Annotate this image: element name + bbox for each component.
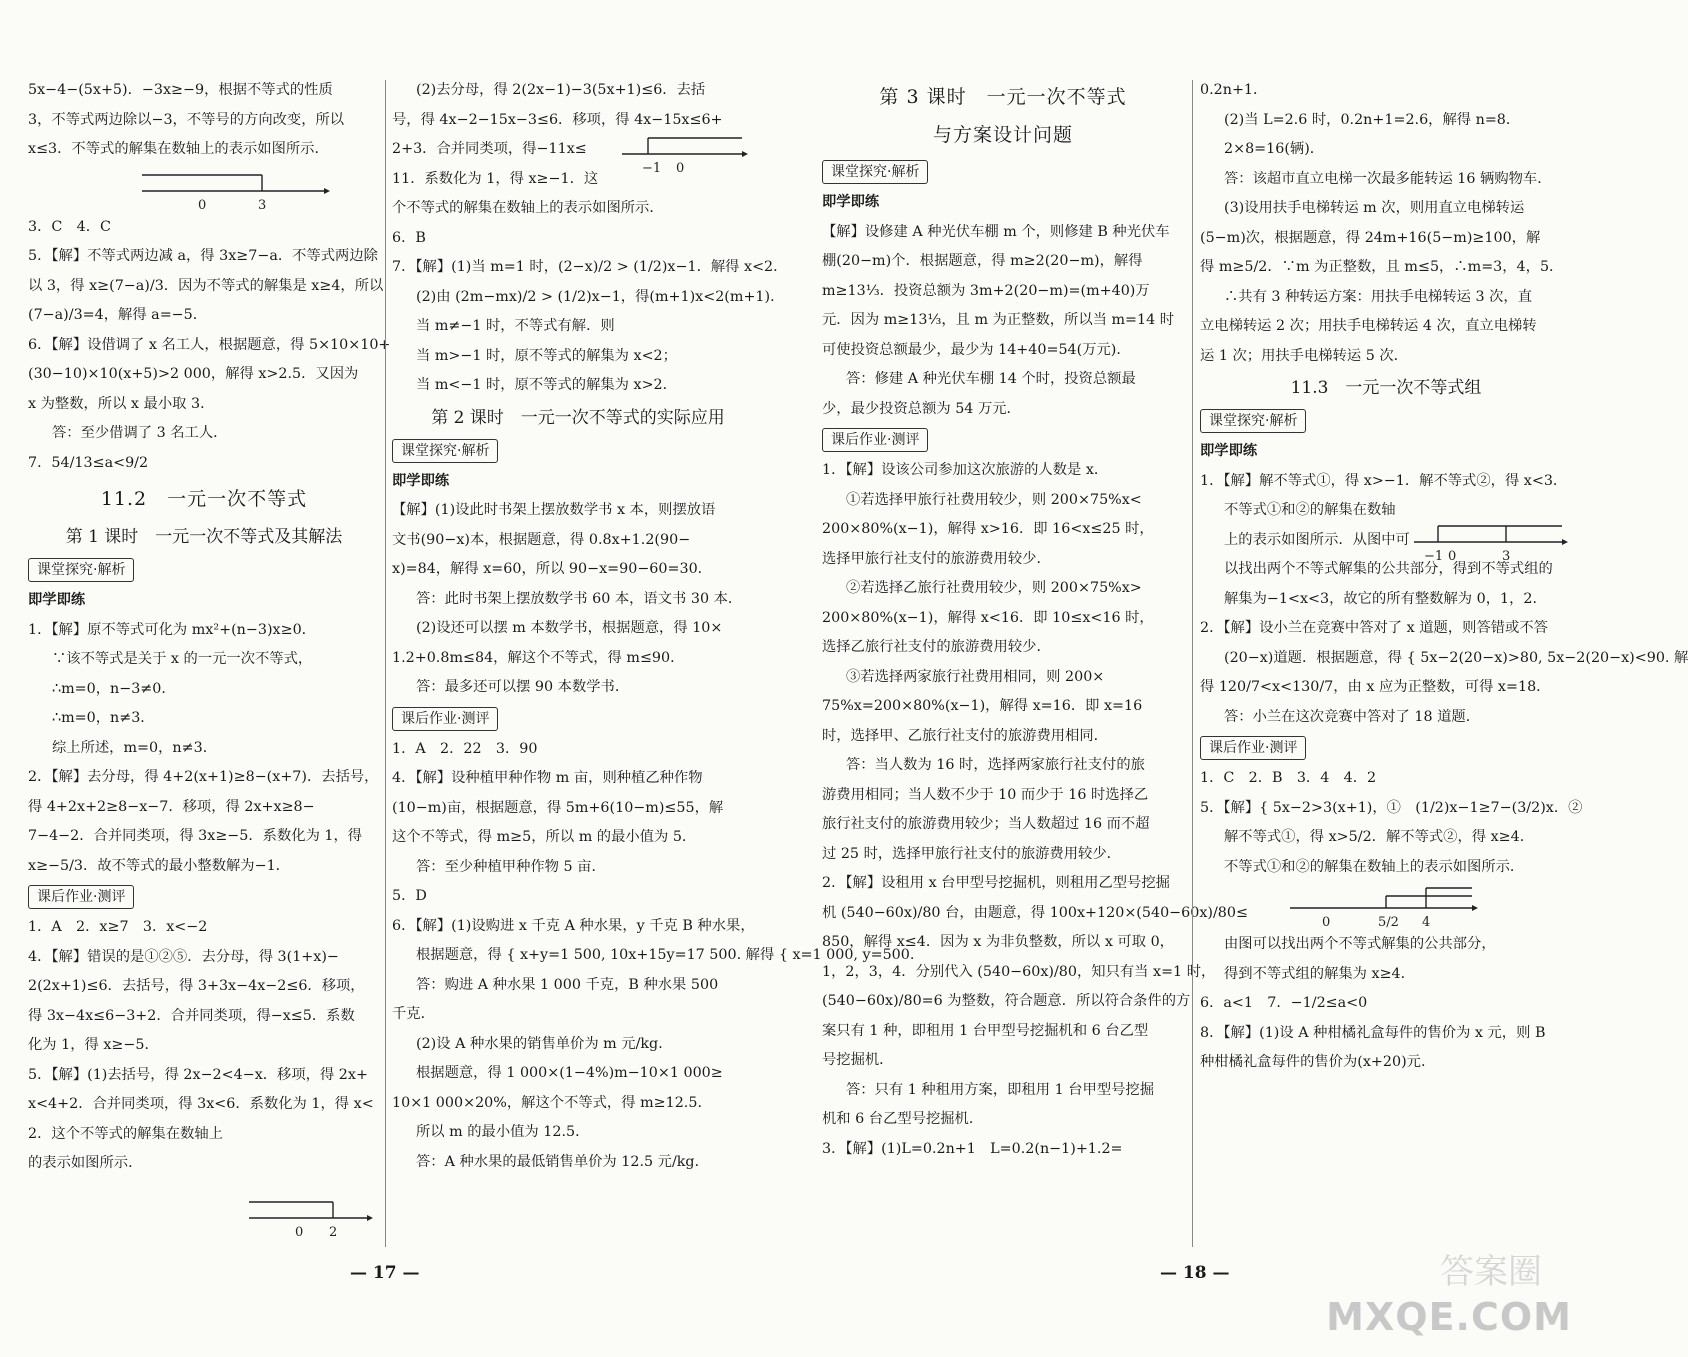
text-line: 得 3x−4x≤6−3+2．合并同类项，得−x≤5．系数 [28,1007,355,1024]
text-line: 200×80%(x−1)，解得 x>16．即 16<x≤25 时， [822,521,1154,537]
text-line: 答：此时书架上摆放数学书 60 本，语文书 30 本． [416,590,743,607]
column-1 [28,76,391,1179]
section-tag: 课后作业·测评 [822,428,928,452]
text-line: 6．【解】设借调了 x 名工人，根据题意，得 5×10×10+ [28,336,391,353]
lesson-heading: 第 2 课时 一元一次不等式的实际应用 [431,407,725,428]
text-line: 得 4+2x+2≥8−x−7．移项，得 2x+x≥8− [28,798,315,815]
section-tag-row [822,424,1184,456]
section-tag: 课堂探究·解析 [822,160,928,184]
section-tag-row [1200,405,1572,437]
number-line-x-ge-neg1 [618,130,748,178]
text-line: ∴共有 3 种转运方案：用扶手电梯转运 3 次，直 [1224,288,1533,305]
text-line: 的表示如图所示． [28,1155,143,1171]
text-line: x)=84，解得 x=60，所以 90−x=90−60=30． [392,561,712,577]
section-tag-row [822,156,1184,188]
text-line: (3)设用扶手电梯转运 m 次，则用直立电梯转运 [1224,200,1525,216]
number-line [1200,886,1572,930]
text-line: 答：修建 A 种光伏车棚 14 个时，投资总额最 [846,371,1136,387]
section-heading: 与方案设计问题 [932,124,1073,146]
text-line: 选择乙旅行社支付的旅游费用较少． [822,639,1051,655]
tick-label: 4 [1422,915,1431,930]
text-line: (2)由 (2m−mx)/2 > (1/2)x−1，得(m+1)x<2(m+1)． [416,288,785,305]
text-line: 5x−4−(5x+5)．−3x≥−9，根据不等式的性质 [28,82,333,98]
number-line-x-lt-2 [245,1196,375,1242]
text-line: 答：最多还可以摆 90 本数学书． [416,679,630,695]
text-line: 由图可以找出两个不等式解集的公共部分， [1224,936,1496,952]
column-3 [822,76,1248,1164]
lesson-heading: 第 1 课时 一元一次不等式及其解法 [65,527,343,547]
tick-label: −1 [1424,549,1444,564]
tick-label: 3 [1502,549,1511,564]
text-line: 根据题意，得 { x+y=1 500, 10x+15y=17 500. 解得 { x=1 000, y=500. [416,947,915,963]
text-line: x 为整数，所以 x 最小取 3． [28,395,215,412]
number-line [28,169,380,213]
text-line: ∵该不等式是关于 x 的一元一次不等式， [52,651,313,667]
text-line: (540−60x)/80=6 为整数，符合题意．所以符合条件的方 [822,993,1191,1009]
page-number-17: — 17 — [350,1263,420,1283]
text-line: 元．因为 m≥13⅓，且 m 为正整数，所以当 m=14 时 [822,312,1175,328]
text-line: 答：该超市直立电梯一次最多能转运 16 辆购物车． [1224,170,1552,187]
text-line: 7−4−2．合并同类项，得 3x≥−5．系数化为 1，得 [28,828,363,844]
text-line: 以找出两个不等式解集的公共部分，得到不等式组的 [1224,561,1553,577]
text-line: 棚(20−m)个．根据题意，得 m≥2(20−m)，解得 [822,253,1143,269]
text-line: (2)当 L=2.6 时，0.2n+1=2.6，解得 n=8． [1224,111,1521,128]
text-line: 答：至少种植甲种作物 5 亩． [416,858,606,875]
text-line: 5．【解】{ 5x−2>3(x+1)，① (1/2)x−1≥7−(3/2)x．② [1200,799,1583,816]
text-line: 7．54/13≤a<9/2 [28,454,149,471]
text-line: 号挖掘机． [822,1052,894,1068]
text-line: 选择甲旅行社支付的旅游费用较少． [822,550,1051,567]
text-line: 解集为−1<x<3，故它的所有整数解为 0，1，2． [1224,590,1547,607]
subheading: 即学即练 [822,194,880,210]
text-line: 200×80%(x−1)，解得 x<16．即 10≤x<16 时， [822,609,1154,626]
text-line: 游费用相同；当人数不少于 10 而少于 16 时选择乙 [822,786,1149,803]
text-line: 75%x=200×80%(x−1)，解得 x=16．即 x=16 [822,698,1143,714]
text-line: (20−x)道题．根据题意，得 { 5x−2(20−x)>80, 5x−2(20−x)<90. 解 [1224,649,1688,666]
text-line: 1．【解】原不等式可化为 mx²+(n−3)x≥0． [28,621,316,638]
text-line: 号，得 4x−2−15x−3≤6．移项，得 4x−15x≤6+ [392,111,723,128]
subheading: 即学即练 [1200,443,1258,459]
text-line: 所以 m 的最小值为 12.5． [416,1124,590,1140]
text-line: 0.2n+1． [1200,82,1268,98]
text-line: 千克． [392,1006,435,1022]
section-tag-row [28,881,380,913]
text-line: 850，解得 x≤4．因为 x 为非负整数，所以 x 可取 0， [822,934,1174,950]
column-divider [1192,80,1193,1247]
text-line: 这个不等式，得 m≥5，所以 m 的最小值为 5． [392,829,697,845]
text-line: 3．【解】(1)L=0.2n+1 L=0.2(n−1)+1.2= [822,1140,1123,1157]
text-line: 解不等式①，得 x>5/2．解不等式②，得 x≥4． [1224,829,1535,845]
text-line: 1．A 2．22 3．90 [392,740,538,757]
text-line: 2．这个不等式的解集在数轴上 [28,1125,223,1142]
text-line: 答：至少借调了 3 名工人． [52,425,228,441]
text-line: 过 25 时，选择甲旅行社支付的旅游费用较少． [822,845,1121,862]
tick-label: 5/2 [1378,915,1399,930]
text-line: 可使投资总额最少，最少为 14+40=54(万元)． [822,341,1131,358]
text-line: 机和 6 台乙型号挖掘机． [822,1111,984,1127]
text-line: 【解】设修建 A 种光伏车棚 m 个，则修建 B 种光伏车 [822,223,1170,240]
text-line: (2)去分母，得 2(2x−1)−3(5x+1)≤6．去括 [416,82,706,98]
tick-label: 0 [676,161,685,176]
page-number-18: — 18 — [1160,1263,1230,1283]
lesson-heading: 11.3 一元一次不等式组 [1290,378,1482,398]
tick-label: 0 [1448,549,1457,564]
text-line: 1.2+0.8m≤84，解这个不等式，得 m≤90． [392,649,685,666]
text-line: m≥13⅓．投资总额为 3m+2(20−m)=(m+40)万 [822,282,1150,299]
text-line: 11．系数化为 1，得 x≥−1．这 [392,170,599,187]
watermark-text: MXQE.COM [1326,1295,1572,1339]
section-tag: 课后作业·测评 [392,707,498,731]
section-tag-row [28,554,380,586]
text-line: ①若选择甲旅行社费用较少，则 200×75%x< [846,491,1142,508]
section-tag: 课堂探究·解析 [28,558,134,582]
subheading: 即学即练 [28,592,86,608]
text-line: x≥−5/3．故不等式的最小整数解为−1． [28,857,290,874]
column-divider [385,80,386,1247]
text-line: 化为 1，得 x≥−5． [28,1037,159,1053]
text-line: (2)设还可以摆 m 本数学书，根据题意，得 10× [416,620,723,636]
text-line: 1．A 2．x≥7 3．x<−2 [28,919,208,935]
section-heading: 第 3 课时 一元一次不等式 [879,86,1127,108]
text-line: ∴m=0，n−3≠0． [52,680,176,697]
section-tag: 课后作业·测评 [1200,736,1306,760]
text-line: 旅行社支付的旅游费用较少；当人数超过 16 而不超 [822,816,1150,832]
section-tag-row [392,703,764,735]
text-line: 答：A 种水果的最低销售单价为 12.5 元/kg． [416,1153,709,1170]
section-heading: 11.2 一元一次不等式 [100,488,308,510]
text-line: 6．【解】(1)设购进 x 千克 A 种水果，y 千克 B 种水果， [392,917,755,934]
section-tag: 课后作业·测评 [28,885,134,909]
text-line: 3．C 4．C [28,218,111,235]
number-line-neg1-to-3 [1410,518,1570,564]
text-line: 5．D [392,888,427,904]
text-line: 5．【解】(1)去括号，得 2x−2<4−x．移项，得 2x+ [28,1066,368,1083]
text-line: 答：购进 A 种水果 1 000 千克，B 种水果 500 [416,976,719,993]
text-line: x<4+2．合并同类项，得 3x<6．系数化为 1，得 x< [28,1096,374,1112]
section-tag: 课堂探究·解析 [392,439,498,463]
text-line: 个不等式的解集在数轴上的表示如图所示． [392,200,664,216]
text-line: 3，不等式两边除以−3，不等号的方向改变，所以 [28,111,345,128]
text-line: 2+3．合并同类项，得−11x≤ [392,141,587,157]
text-line: 4．【解】设种植甲种作物 m 亩，则种植乙种作物 [392,770,703,786]
text-line: 2．【解】设小兰在竞赛中答对了 x 道题，则答错或不答 [1200,620,1548,636]
text-line: 根据题意，得 1 000×(1−4%)m−10×1 000≥ [416,1065,723,1081]
tick-label: 0 [295,1225,304,1240]
text-line: ②若选择乙旅行社费用较少，则 200×75%x> [846,580,1142,596]
text-line: x≤3．不等式的解集在数轴上的表示如图所示． [28,141,329,157]
text-line: 10×1 000×20%，解这个不等式，得 m≥12.5． [392,1094,712,1111]
text-line: 4．【解】错误的是①②⑤．去分母，得 3(1+x)− [28,948,339,965]
text-line: 1．【解】设该公司参加这次旅游的人数是 x． [822,462,1109,478]
text-line: 2．【解】设租用 x 台甲型号挖掘机，则租用乙型号挖掘 [822,875,1170,891]
text-line: 得到不等式组的解集为 x≥4． [1224,965,1415,982]
text-line: ③若选择两家旅行社费用相同，则 200× [846,668,1105,685]
text-line: 6．B [392,229,426,246]
text-line: (10−m)亩，根据题意，得 5m+6(10−m)≤55，解 [392,799,724,816]
text-line: 案只有 1 种，即租用 1 台甲型号挖掘机和 6 台乙型 [822,1022,1149,1039]
section-tag-row [392,435,764,467]
text-line: (5−m)次，根据题意，得 24m+16(5−m)≥100，解 [1200,229,1541,246]
text-line: 当 m≠−1 时，不等式有解．则 [416,318,615,334]
text-line: 种柑橘礼盒每件的售价为(x+20)元． [1200,1054,1436,1070]
text-line: (2)设 A 种水果的销售单价为 m 元/kg． [416,1035,673,1052]
tick-label: 3 [258,197,267,213]
text-line: 不等式①和②的解集在数轴上的表示如图所示． [1224,858,1525,875]
text-line: 1，2，3，4．分别代入 (540−60x)/80，知只有当 x=1 时， [822,963,1216,980]
text-line: 综上所述，m=0，n≠3． [52,739,217,756]
subheading: 即学即练 [392,472,450,489]
text-line: 立电梯转运 2 次；用扶手电梯转运 4 次，直立电梯转 [1200,318,1537,334]
text-line: 运 1 次；用扶手电梯转运 5 次． [1200,347,1408,364]
watermark-logo: 答案圈 [1440,1252,1542,1292]
text-line: 少，最少投资总额为 54 万元． [822,400,1021,417]
text-line: (7−a)/3=4，解得 a=−5． [28,307,208,323]
text-line: 得 120/7<x<130/7，由 x 应为正整数，可得 x=18． [1200,679,1551,695]
text-line: 7．【解】(1)当 m=1 时，(2−x)/2 > (1/2)x−1．解得 x<2． [392,259,788,275]
text-line: 答：只有 1 种租用方案，即租用 1 台甲型号挖掘 [846,1081,1155,1098]
text-line: 6．a<1 7．−1/2≤a<0 [1200,995,1368,1011]
text-line: 8．【解】(1)设 A 种柑橘礼盒每件的售价为 x 元，则 B [1200,1024,1546,1041]
text-line: 时，选择甲、乙旅行社支付的旅游费用相同． [822,727,1108,744]
tick-label: −1 [642,161,662,176]
column-4 [1200,76,1688,1078]
text-line: ∴m=0，n≠3． [52,710,155,726]
text-line: (30−10)×10(x+5)>2 000，解得 x>2.5．又因为 [28,366,359,382]
text-line: 5．【解】不等式两边减 a，得 3x≥7−a．不等式两边除 [28,248,378,264]
text-line: 当 m<−1 时，原不等式的解集为 x>2． [416,377,677,393]
text-line: 得 m≥5/2．∵m 为正整数，且 m≤5，∴m=3，4，5． [1200,259,1564,275]
text-line: 以 3，得 x≥(7−a)/3．因为不等式的解集是 x≥4，所以 [28,277,384,294]
text-line: 2×8=16(辆)． [1224,141,1325,157]
tick-label: 0 [198,197,207,213]
text-line: 1．【解】解不等式①，得 x>−1．解不等式②，得 x<3． [1200,472,1568,489]
text-line: 2．【解】去分母，得 4+2(x+1)≥8−(x+7)．去括号， [28,769,379,785]
text-line: 1．C 2．B 3．4 4．2 [1200,770,1377,786]
text-line: 答：当人数为 16 时，选择两家旅行社支付的旅 [846,757,1145,773]
tick-label: 2 [329,1225,338,1240]
text-line: 2(2x+1)≤6．去括号，得 3+3x−4x−2≤6．移项， [28,978,365,994]
text-line: 机 (540−60x)/80 台，由题意，得 100x+120×(540−60x)/80≤ [822,904,1248,921]
text-line: 【解】(1)设此时书架上摆放数学书 x 本，则摆放语 [392,502,716,518]
section-tag: 课堂探究·解析 [1200,409,1306,433]
tick-label: 0 [1322,915,1331,930]
text-line: 文书(90−x)本，根据题意，得 0.8x+1.2(90− [392,531,691,548]
text-line: 当 m>−1 时，原不等式的解集为 x<2； [416,347,677,364]
text-line: 答：小兰在这次竞赛中答对了 18 道题． [1224,708,1481,725]
text-line: 上的表示如图所示．从图中可 [1224,531,1410,548]
text-line: 不等式①和②的解集在数轴 [1224,502,1396,518]
section-tag-row [1200,732,1572,764]
